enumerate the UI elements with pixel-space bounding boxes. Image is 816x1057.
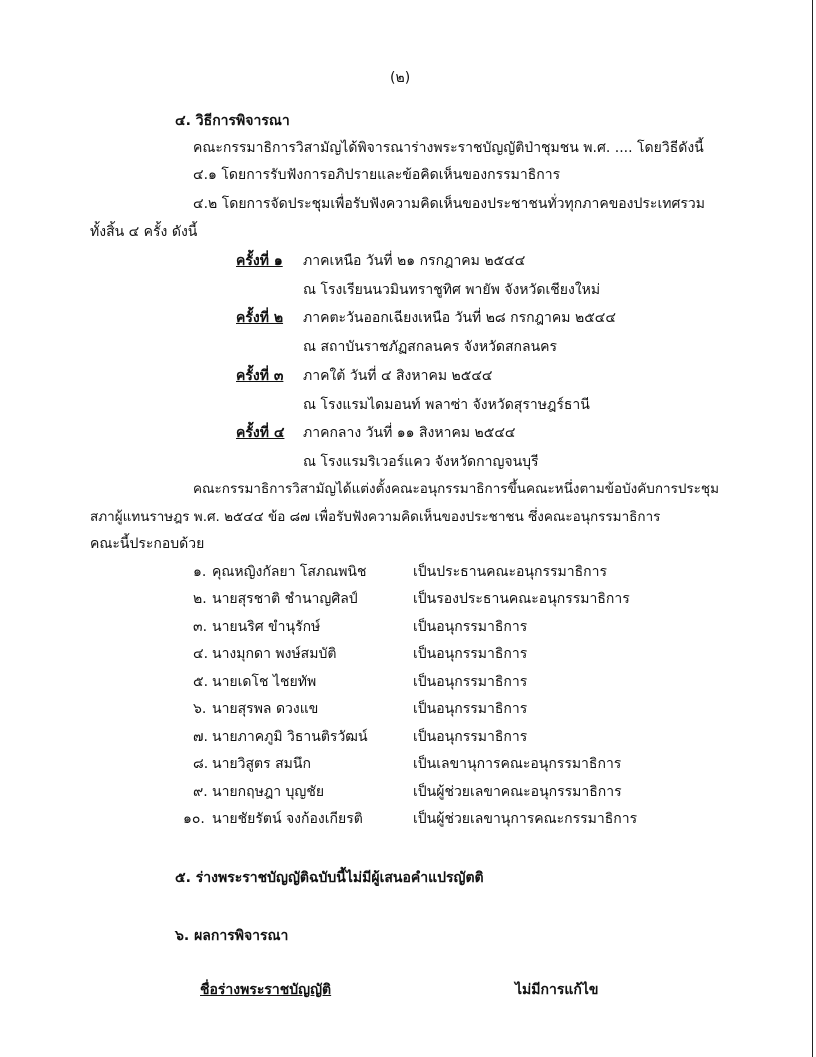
section-5-heading: ๕. ร่างพระราชบัญญัติฉบับนี้ไม่มีผู้เสนอคำแปรญัตติ: [175, 870, 484, 886]
member-role: เป็นอนุกรรมาธิการ: [413, 674, 528, 690]
meeting-venue: ณ โรงแรมไดมอนท์ พลาซ่า จังหวัดสุราษฎร์ธานี: [303, 397, 590, 413]
section-4-intro: คณะกรรมาธิการวิสามัญได้พิจารณาร่างพระราชบัญญัติป่าชุมชน พ.ศ. .... โดยวิธีดังนี้: [193, 140, 704, 156]
member-role: เป็นผู้ช่วยเลขาคณะอนุกรรมาธิการ: [413, 784, 622, 800]
member-name: คุณหญิงกัลยา โสภณพนิช: [212, 564, 367, 580]
meeting-detail: ภาคเหนือ วันที่ ๒๑ กรกฎาคม ๒๕๔๔: [303, 253, 526, 269]
member-num: ๘.: [193, 756, 209, 772]
member-name: นายสุรพล ดวงแข: [212, 701, 319, 717]
member-num: ๔.: [193, 646, 209, 662]
meeting-detail: ภาคใต้ วันที่ ๔ สิงหาคม ๒๕๔๔: [303, 368, 493, 384]
member-name: นายชัยรัตน์ จงก้องเกียรติ: [212, 811, 363, 827]
item-4-2-line2: ทั้งสิ้น ๔ ครั้ง ดังนี้: [90, 224, 198, 240]
subcommittee-line-3: คณะนี้ประกอบด้วย: [90, 536, 205, 552]
member-num: ๑๐.: [183, 811, 205, 827]
member-name: นายสุรชาติ ชำนาญศิลป์: [212, 591, 358, 607]
member-num: ๕.: [193, 674, 209, 690]
member-name: นายเดโช ไชยทัพ: [212, 674, 317, 690]
member-role: เป็นรองประธานคณะอนุกรรมาธิการ: [413, 591, 630, 607]
member-num: ๒.: [193, 591, 207, 607]
member-name: นายนริศ ขำนุรักษ์: [212, 619, 321, 635]
meeting-label: ครั้งที่ ๑: [236, 253, 283, 269]
member-role: เป็นเลขานุการคณะอนุกรรมาธิการ: [413, 756, 622, 772]
subcommittee-line-1: คณะกรรมาธิการวิสามัญได้แต่งตั้งคณะอนุกรรมาธิการขึ้นคณะหนึ่งตามข้อบังคับการประชุม: [193, 481, 719, 497]
member-role: เป็นอนุกรรมาธิการ: [413, 729, 528, 745]
meeting-detail: ภาคตะวันออกเฉียงเหนือ วันที่ ๒๘ กรกฎาคม ๒๕๔๔: [303, 310, 616, 326]
meeting-label: ครั้งที่ ๔: [236, 425, 285, 441]
meeting-detail: ภาคกลาง วันที่ ๑๑ สิงหาคม ๒๕๔๔: [303, 425, 516, 441]
member-role: เป็นประธานคณะอนุกรรมาธิการ: [413, 564, 608, 580]
meeting-label: ครั้งที่ ๓: [236, 368, 284, 384]
member-role: เป็นอนุกรรมาธิการ: [413, 619, 528, 635]
page-number: (๒): [390, 70, 411, 86]
member-name: นายภาคภูมิ วิธานติรวัฒน์: [212, 729, 368, 745]
section-6-heading: ๖. ผลการพิจารณา: [175, 928, 289, 944]
member-num: ๙.: [193, 784, 208, 800]
subcommittee-line-2: สภาผู้แทนราษฎร พ.ศ. ๒๕๔๔ ข้อ ๘๗ เพื่อรับฟังความคิดเห็นของประชาชน ซึ่งคณะอนุกรรมาธิการ: [90, 509, 661, 525]
meeting-venue: ณ โรงเรียนนวมินทราชูทิศ พายัพ จังหวัดเชียงใหม่: [303, 282, 601, 298]
item-4-2-line1: ๔.๒ โดยการจัดประชุมเพื่อรับฟังความคิดเห็นของประชาชนทั่วทุกภาคของประเทศรวม: [193, 196, 705, 212]
member-name: นางมุกดา พงษ์สมบัติ: [212, 646, 337, 662]
item-4-1: ๔.๑ โดยการรับฟังการอภิปรายและข้อคิดเห็นของกรรมาธิการ: [193, 167, 561, 183]
member-num: ๓.: [193, 619, 208, 635]
section-4-heading: ๔. วิธีการพิจารณา: [175, 113, 290, 129]
member-role: เป็นอนุกรรมาธิการ: [413, 701, 528, 717]
meeting-label: ครั้งที่ ๒: [236, 310, 284, 326]
bill-title-result: ไม่มีการแก้ไข: [515, 982, 599, 998]
member-role: เป็นอนุกรรมาธิการ: [413, 646, 528, 662]
member-role: เป็นผู้ช่วยเลขานุการคณะกรรมาธิการ: [413, 811, 638, 827]
member-num: ๖.: [193, 701, 207, 717]
bill-title-label: ชื่อร่างพระราชบัญญัติ: [200, 982, 332, 998]
meeting-venue: ณ โรงแรมริเวอร์แคว จังหวัดกาญจนบุรี: [303, 454, 539, 470]
member-name: นายวิสูตร สมนึก: [212, 756, 311, 772]
member-num: ๗.: [193, 729, 208, 745]
member-name: นายกฤษฎา บุญชัย: [212, 784, 325, 800]
meeting-venue: ณ สถาบันราชภัฏสกลนคร จังหวัดสกลนคร: [303, 339, 558, 355]
page-right-border: [812, 0, 813, 1057]
member-num: ๑.: [193, 564, 207, 580]
